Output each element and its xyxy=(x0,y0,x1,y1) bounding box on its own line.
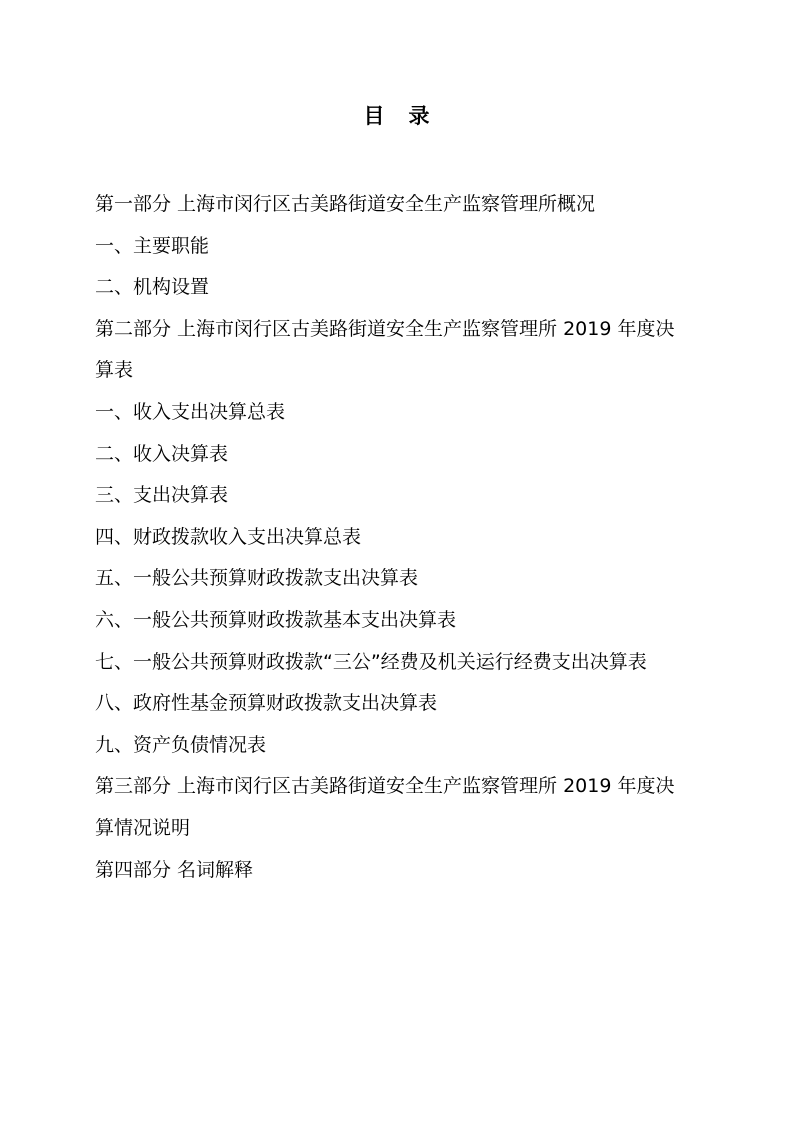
toc-entry-main-functions: 一、主要职能 xyxy=(95,234,210,257)
toc-entry-income-table: 二、收入决算表 xyxy=(95,442,229,465)
toc-entry-assets-liabilities: 九、资产负债情况表 xyxy=(95,733,267,756)
toc-entry-general-budget-basic-expense: 六、一般公共预算财政拨款基本支出决算表 xyxy=(95,608,457,631)
toc-entry-three-public-expenses: 七、一般公共预算财政拨款“三公”经费及机关运行经费支出决算表 xyxy=(95,650,647,673)
toc-entry-part-1: 第一部分 上海市闵行区古美路街道安全生产监察管理所概况 xyxy=(95,193,596,215)
toc-entry-part-2: 第二部分 上海市闵行区古美路街道安全生产监察管理所 2019 年度决算表 xyxy=(95,317,675,382)
toc-entry-income-expense-summary: 一、收入支出决算总表 xyxy=(95,400,286,423)
toc-entry-part-4: 第四部分 名词解释 xyxy=(95,858,254,881)
toc-entry-part-3: 第三部分 上海市闵行区古美路街道安全生产监察管理所 2019 年度决算情况说明 xyxy=(95,775,675,839)
toc-entry-organization: 二、机构设置 xyxy=(95,276,210,299)
toc-entry-fiscal-summary: 四、财政拨款收入支出决算总表 xyxy=(95,525,362,548)
toc-entry-expense-table: 三、支出决算表 xyxy=(95,484,229,507)
toc-entry-government-fund-expense: 八、政府性基金预算财政拨款支出决算表 xyxy=(95,692,438,715)
toc-entry-general-budget-expense: 五、一般公共预算财政拨款支出决算表 xyxy=(95,567,419,590)
toc-list xyxy=(95,184,685,891)
toc-title: 目录 xyxy=(363,104,454,128)
